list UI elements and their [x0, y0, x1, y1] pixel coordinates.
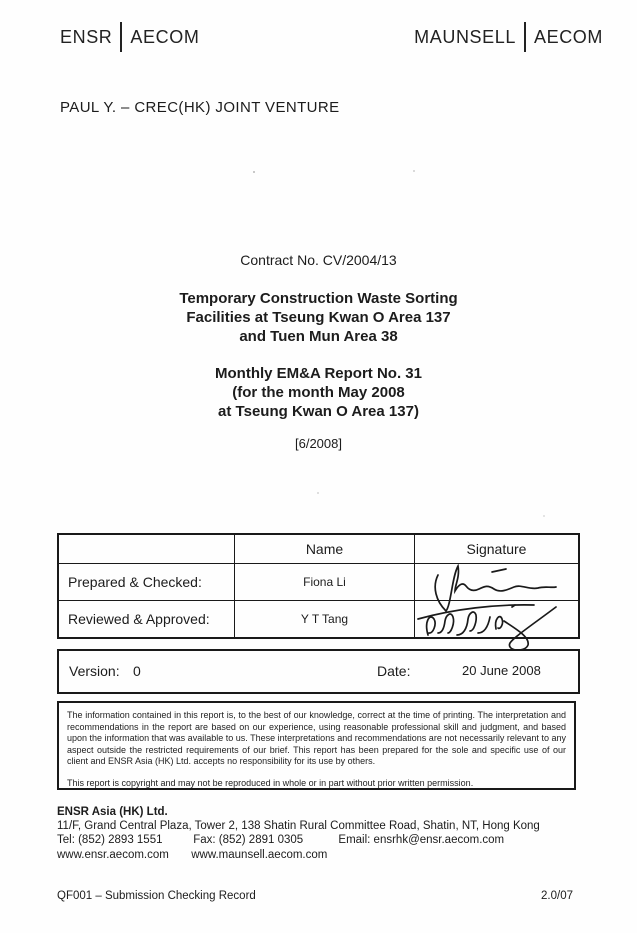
- version-label: Version:: [69, 663, 120, 679]
- scan-speck: [413, 170, 415, 172]
- company-website-2: www.maunsell.aecom.com: [191, 848, 328, 861]
- header-cell-empty: [59, 535, 234, 563]
- project-title-line: and Tuen Mun Area 38: [239, 328, 398, 345]
- project-title-line: Temporary Construction Waste Sorting: [179, 290, 458, 307]
- header-cell-name: Name: [234, 535, 414, 563]
- header-cell-signature: Signature: [414, 535, 578, 563]
- row-signature-cell: [414, 601, 578, 637]
- report-title-line: at Tseung Kwan O Area 137): [218, 403, 419, 420]
- company-name: ENSR Asia (HK) Ltd.: [57, 806, 168, 818]
- disclaimer-box: [57, 701, 576, 790]
- company-block: [57, 805, 540, 862]
- approval-table: [57, 533, 580, 639]
- company-fax: Fax: (852) 2891 0305: [193, 834, 304, 847]
- row-role-label: Prepared & Checked:: [68, 574, 202, 590]
- footer-revision: 2.0/07: [541, 890, 573, 902]
- logo-text-primary: ENSR: [60, 26, 113, 47]
- page-footer: [57, 890, 573, 902]
- report-title-line: (for the month May 2008: [232, 384, 405, 401]
- report-title-line: Monthly EM&A Report No. 31: [215, 365, 422, 382]
- scan-speck: [543, 515, 545, 517]
- logo-divider-bar: [524, 22, 526, 52]
- company-contacts: [57, 833, 540, 847]
- row-signature-cell: [414, 564, 578, 600]
- issue-reference: [6/2008]: [295, 436, 342, 451]
- scan-speck: [317, 492, 319, 494]
- logo-text-primary: MAUNSELL: [414, 26, 516, 47]
- logo-text-secondary: AECOM: [533, 26, 603, 47]
- date-value: 20 June 2008: [462, 663, 541, 678]
- date-label: Date:: [377, 663, 411, 679]
- logo-text-secondary: AECOM: [130, 26, 200, 47]
- company-website-1: www.ensr.aecom.com: [57, 848, 169, 861]
- company-websites: [57, 848, 540, 862]
- table-row: [59, 563, 578, 600]
- version-value: 0: [133, 663, 141, 679]
- row-person-name: Y T Tang: [234, 601, 414, 637]
- scan-speck: [253, 171, 255, 173]
- maunsell-aecom-logo: [414, 22, 603, 52]
- project-title-line: Facilities at Tseung Kwan O Area 137: [186, 309, 451, 326]
- disclaimer-paragraph: The information contained in this report is, to the best of our knowledge, correct at the time of printing. The interpretation and recommendations in the report are based on our experience, using reasonable professional skill and judgment, and based upon the information that was available to us. These interpretations and recommendations are not necessarily relevant to any aspect outside the restricted requirements of our brief. This report has been prepared for the sole and specific use of our client and ENSR Asia (HK) Ltd. accepts no responsibility for its use by others.: [67, 710, 566, 767]
- table-header-row: [59, 535, 578, 563]
- version-date-box: [57, 649, 580, 694]
- table-row: [59, 600, 578, 637]
- footer-form-ref: QF001 – Submission Checking Record: [57, 890, 256, 902]
- joint-venture-title: PAUL Y. – CREC(HK) JOINT VENTURE: [60, 99, 340, 116]
- contract-number: Contract No. CV/2004/13: [240, 252, 397, 268]
- logo-divider-bar: [120, 22, 122, 52]
- copyright-paragraph: This report is copyright and may not be reproduced in whole or in part without prior written permission.: [67, 777, 474, 788]
- company-tel: Tel: (852) 2893 1551: [57, 834, 163, 847]
- ensr-aecom-logo: [60, 22, 199, 52]
- company-address: 11/F, Grand Central Plaza, Tower 2, 138 Shatin Rural Committee Road, Shatin, NT, Hong Kong: [57, 820, 540, 833]
- row-person-name: Fiona Li: [234, 564, 414, 600]
- row-role-label: Reviewed & Approved:: [68, 611, 210, 627]
- company-email: Email: ensrhk@ensr.aecom.com: [338, 834, 505, 847]
